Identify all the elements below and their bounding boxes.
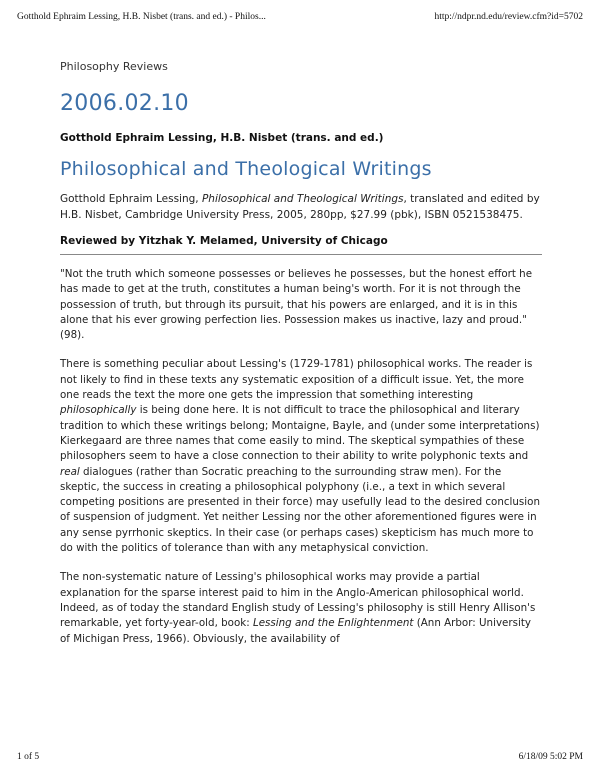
paragraph-3 bbox=[60, 570, 542, 646]
book-title: Philosophical and Theological Writings bbox=[60, 158, 432, 180]
paragraph-2 bbox=[60, 357, 542, 556]
paragraph-2-emphasis-b: real bbox=[60, 465, 80, 478]
paragraph-1: "Not the truth which someone possesses or believes he possesses, but the honest effort he has made to get at the truth, constitutes a human being's worth. For it is not through the possession of truth, but through its pursuit, that his powers are enlarged, and it is in this alone that his ever growing perfection lies. Possession makes us inactive, lazy and proud." (98). bbox=[60, 268, 533, 342]
review-authors: Gotthold Ephraim Lessing, H.B. Nisbet (trans. and ed.) bbox=[60, 132, 384, 144]
paragraph-2-text-a: There is something peculiar about Lessing's (1729-1781) philosophical works. The reader is not likely to find in these texts any systematic exposition of a difficult issue. Yet, the more one reads the text the more one gets the impression that something interesting bbox=[60, 358, 533, 402]
print-header bbox=[17, 12, 583, 22]
review-content bbox=[60, 52, 542, 647]
print-header-url: http://ndpr.nd.edu/review.cfm?id=5702 bbox=[434, 12, 583, 22]
paragraph-3-book-title: Lessing and the Enlightenment bbox=[252, 617, 414, 630]
citation-author: Gotthold Ephraim Lessing, bbox=[60, 193, 202, 205]
review-date: 2006.02.10 bbox=[60, 91, 189, 116]
print-footer bbox=[17, 752, 583, 762]
citation-details: , translated and edited by H.B. Nisbet, Cambridge University Press, 2005, 280pp, $27.99 (pbk), ISBN 0521538475. bbox=[60, 193, 540, 221]
book-citation bbox=[60, 192, 542, 223]
paragraph-2-emphasis-a: philosophically bbox=[60, 404, 137, 417]
page-count: 1 of 5 bbox=[17, 752, 40, 762]
paragraph-2-text-c: dialogues (rather than Socratic preaching to the surrounding straw men). For the skeptic, the success in creating a philosophical polyphony (i.e., a text in which several competing positions are presented in their force) may usefully lead to the desired conclusion of suspension of judgment. Yet neither Lessing nor the other aforementioned figures were in any sense pyrrhonic skeptics. In their case (or perhaps cases) skepticism has much more to do with the politics of tolerance than with any metaphysical conviction. bbox=[60, 465, 540, 555]
print-header-title: Gotthold Ephraim Lessing, H.B. Nisbet (trans. and ed.) - Philos... bbox=[17, 12, 266, 22]
reviewer-line: Reviewed by Yitzhak Y. Melamed, University of Chicago bbox=[60, 235, 542, 255]
paragraph-2-text-b: is being done here. It is not difficult to trace the philosophical and literary tradition to which these writings belong; Montaigne, Bayle, and (under some interpretations) Kierkegaard are three names that come easily to mind. The skeptical sympathies of these philosophers seem to have a close connection to their ability to write polyphonic texts and bbox=[60, 404, 540, 463]
print-datetime: 6/18/09 5:02 PM bbox=[518, 752, 583, 762]
citation-title: Philosophical and Theological Writings bbox=[201, 193, 404, 205]
site-name[interactable]: Philosophy Reviews bbox=[60, 60, 168, 73]
review-body bbox=[60, 267, 542, 647]
paragraph-3-text-a: The non-systematic nature of Lessing's philosophical works may provide a partial explanation for the sparse interest paid to him in the Anglo-American philosophical world. Indeed, as of today the standard English study of Lessing's philosophy is still Henry Allison's remarkable, yet forty-year-old, book: bbox=[60, 571, 536, 630]
paragraph-3-text-b: (Ann Arbor: University of Michigan Press, 1966). Obviously, the availability of bbox=[60, 617, 531, 645]
